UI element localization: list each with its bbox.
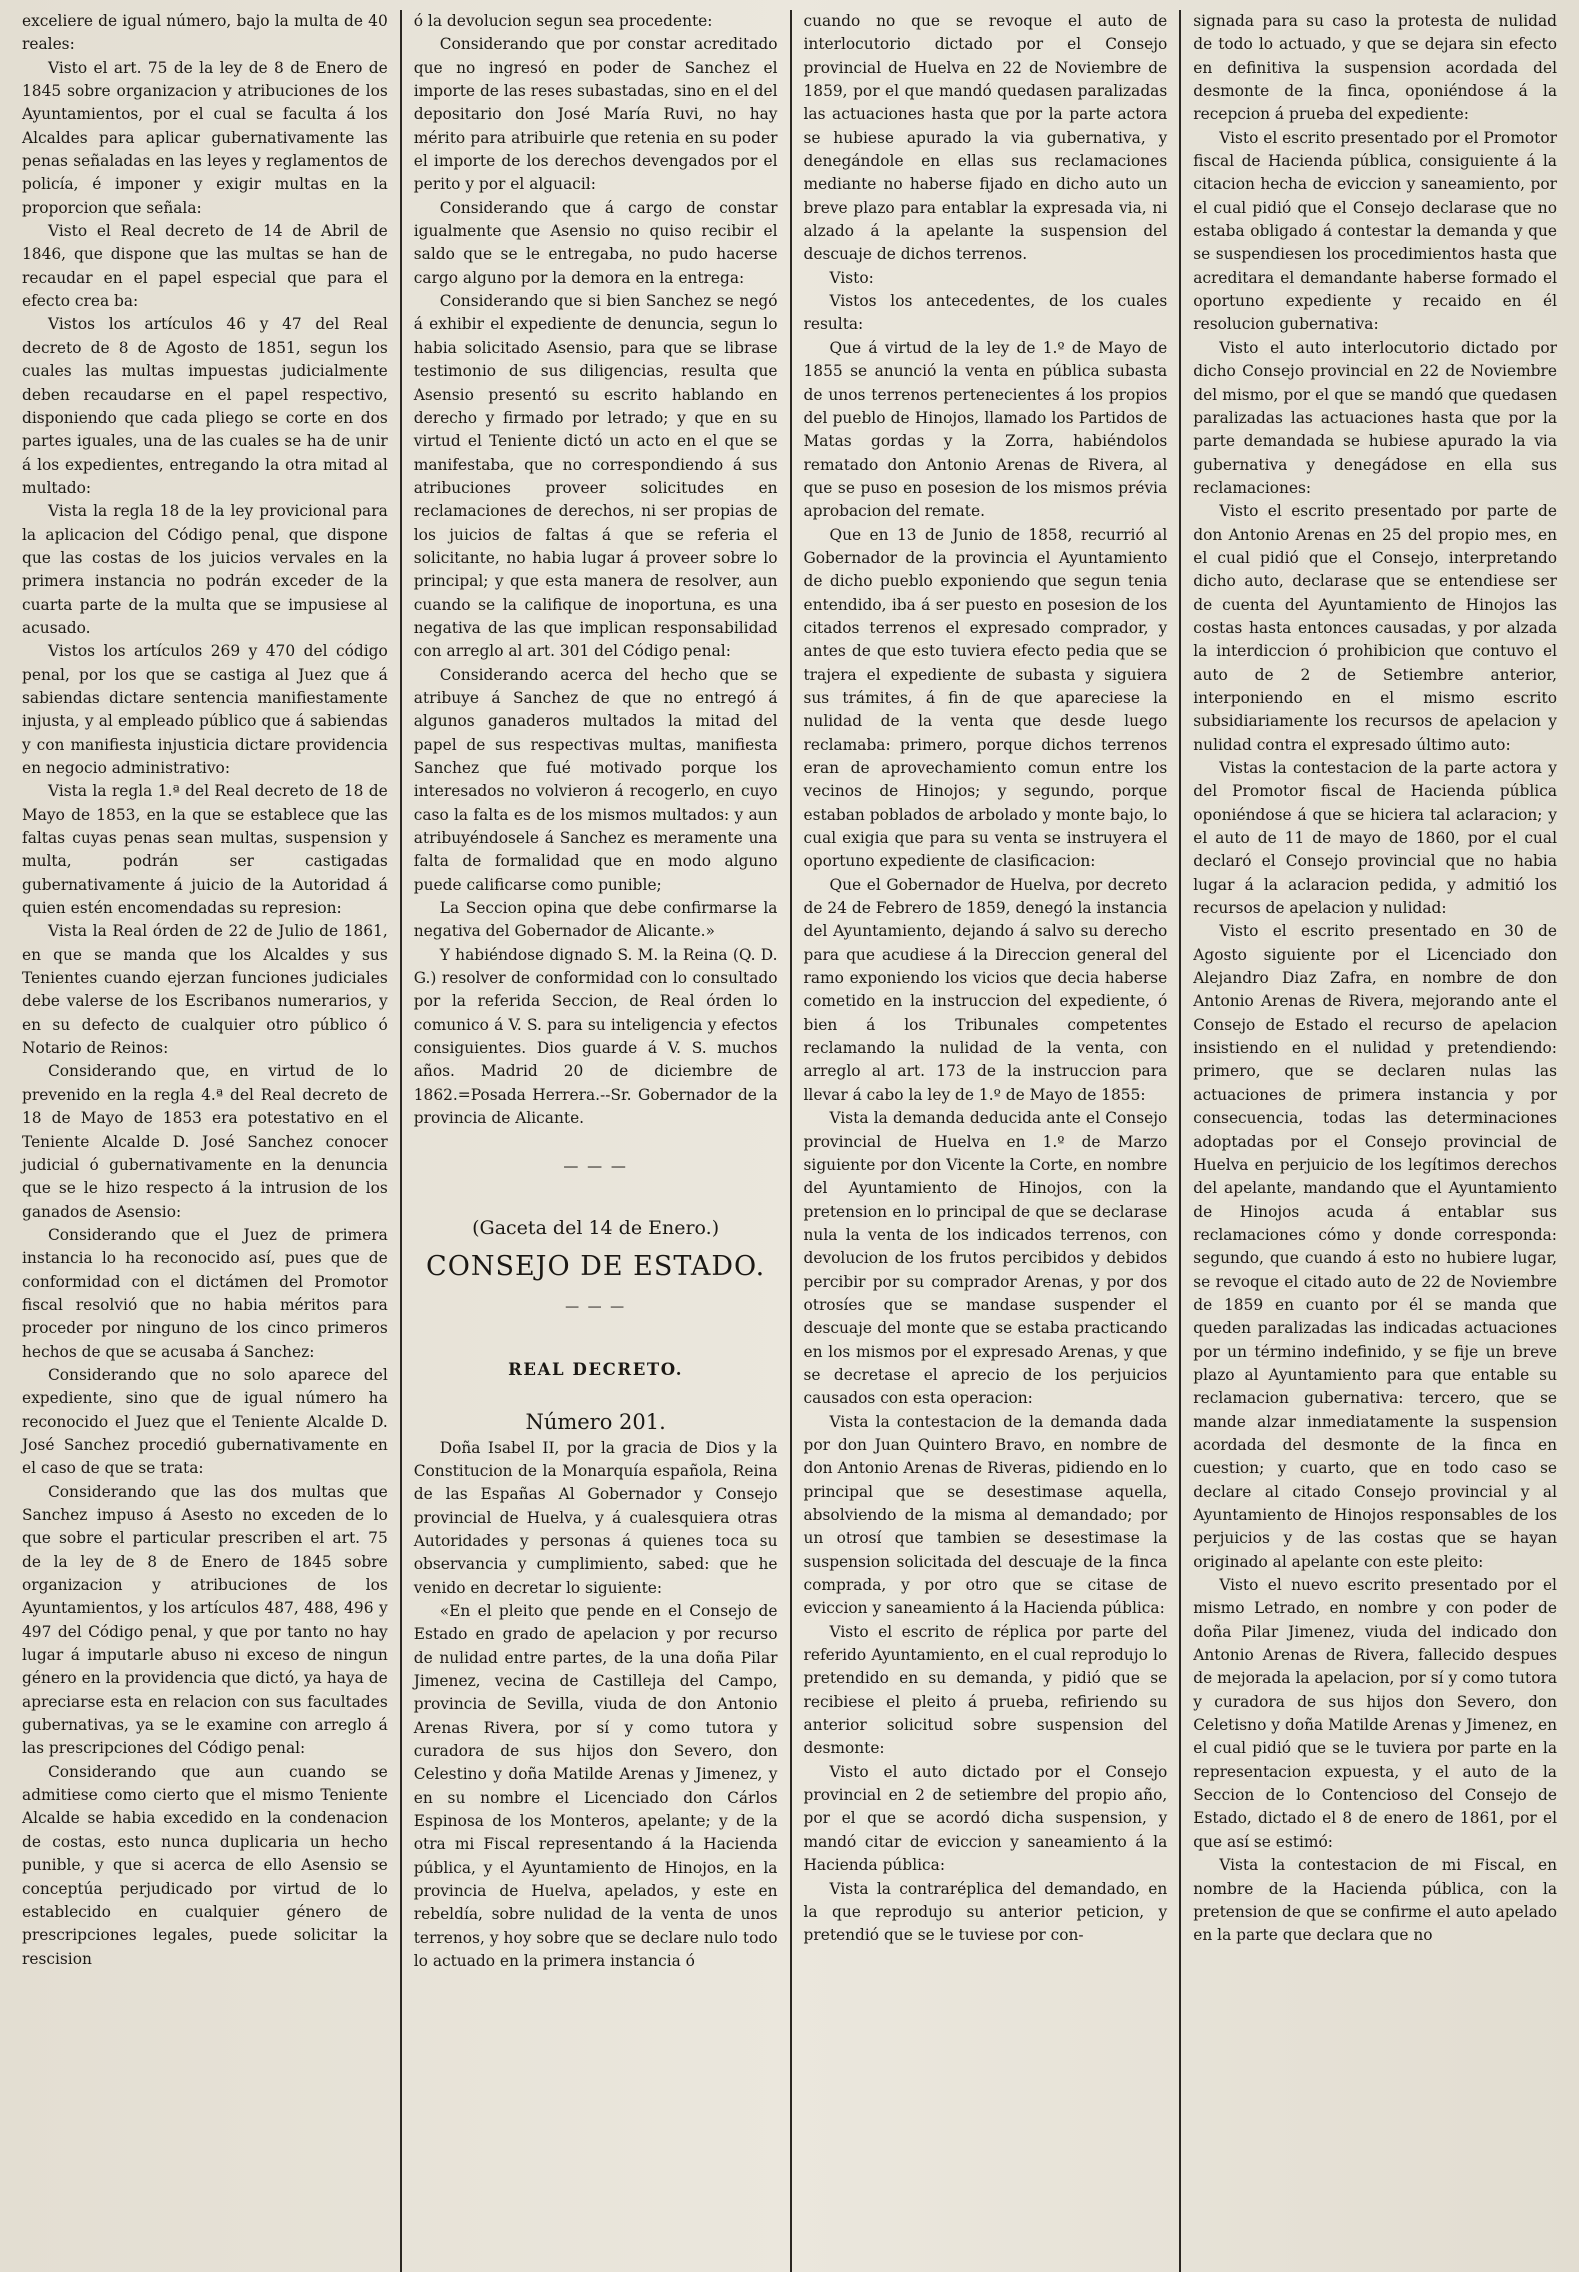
- column-3: [790, 10, 1180, 2272]
- paragraph: Considerando que á cargo de constar igualmente que Asensio no quiso recibir el saldo que se le entregaba, no pudo hacerse cargo alguno por la demora en la entrega:: [413, 198, 778, 287]
- paragraph: Doña Isabel II, por la gracia de Dios y la Constitucion de la Monarquía española, Reina de las Españas Al Gobernador y Consejo provincial de Huelva, y á cualesquiera otras Autoridades y personas á quienes toca su observancia y cumplimiento, sabed: que he venido en decretar lo siguiente:: [413, 1438, 778, 1597]
- paragraph: Vistas la contestacion de la parte actora y del Promotor fiscal de Hacienda pública oponiéndose á que se hiciera tal aclaracion; y el auto de 11 de mayo de 1860, por el cual declaró el Consejo provincial que no habia lugar á la aclaracion pedida, y admitió los recursos de apelacion y nulidad:: [1193, 759, 1557, 918]
- paragraph: Que á virtud de la ley de 1.º de Mayo de 1855 se anunció la venta en pública subasta de unos terrenos pertenecientes á los propios del pueblo de Hinojos, llamado los Partidos de Matas gordas y la Zorra, habiéndolos rematado don Antonio Arenas de Rivera, al que se puso en posesion de los mismos prévia aprobacion del remate.: [803, 338, 1168, 521]
- paragraph: Que el Gobernador de Huelva, por decreto de 24 de Febrero de 1859, denegó la instancia del Ayuntamiento, dejando á salvo su derecho para que acudiese á la Direccion general del ramo exponiendo los vicios que decia haberse cometido en la instruccion del expediente, ó bien á los Tribunales competentes reclamando la nulidad de la venta, con arreglo al art. 173 de la instruccion para llevar á cabo la ley de 1.º de Mayo de 1855:: [803, 875, 1168, 1104]
- gaceta-dateline: (Gaceta del 14 de Enero.): [472, 1216, 720, 1239]
- paragraph: Que en 13 de Junio de 1858, recurrió al Gobernador de la provincia el Ayuntamiento de dicho pueblo exponiendo que segun tenia entendido, iba á ser puesto en posesion de los citados terrenos el expresado comprador, y antes de que esto tuviera efecto pedia que se trajera el expediente de subasta y siguiera sus trámites, á fin de que apareciese la nulidad de la venta que desde luego reclamaba: primero, porque dichos terrenos eran de aprovechamiento comun entre los vecinos de Hinojos; y segundo, porque estaban poblados de arbolado y monte bajo, lo cual exigia que para su venta se instruyera el oportuno expediente de clasificacion:: [803, 525, 1168, 871]
- paragraph: Considerando acerca del hecho que se atribuye á Sanchez de que no entregó á algunos ganaderos multados la mitad del papel de sus respectivas multas, manifiesta Sanchez que fué motivado porque los interesados no volvieron á recogerlo, en cuyo caso la falta es de los mismos multados: y aun atribuyéndosele á Sanchez es meramente una falta de formalidad que en modo alguno puede calificarse como punible;: [413, 665, 778, 894]
- paragraph: Visto el nuevo escrito presentado por el mismo Letrado, en nombre y con poder de doña Pilar Jimenez, viuda del indicado don Antonio Arenas de Rivera, fallecido despues de mejorada la apelacion, por sí y como tutora y curadora de sus hijos don Severo, don Celetisno y doña Matilde Arenas y Jimenez, en el cual pidió que se le tuviera por parte en la representacion expuesta, y el auto de la Seccion de lo Contencioso del Consejo de Estado, dictado el 8 de enero de 1861, por el que así se estimó:: [1193, 1576, 1557, 1851]
- heading-separator: — — —: [565, 1298, 627, 1315]
- paragraph: Considerando que no solo aparece del expediente, sino que de igual número ha reconocido el Juez que el Teniente Alcalde D. José Sanchez procedió gubernativamente en el caso de que se trata:: [22, 1365, 388, 1478]
- paragraph: Considerando que por constar acreditado que no ingresó en poder de Sanchez el importe de las reses subastadas, sino en el del depositario don José María Ruvi, no hay mérito para atribuirle que retenia en su poder el importe de los derechos devengados por el perito y por el alguacil:: [413, 35, 778, 194]
- paragraph: signada para su caso la protesta de nulidad de todo lo actuado, y que se dejara sin efecto en definitiva la suspension acordada del desmonte de la finca, oponiéndose á la recepcion á prueba del expediente:: [1193, 12, 1557, 124]
- paragraph: La Seccion opina que debe confirmarse la negativa del Gobernador de Alicante.»: [413, 899, 778, 941]
- paragraph: Visto el auto interlocutorio dictado por dicho Consejo provincial en 22 de Noviembre del mismo, por el que se mandó que quedasen paralizadas las actuaciones hasta que por la parte demandada se hubiese apurado la via gubernativa y denegádose en ella sus reclamaciones:: [1193, 338, 1557, 497]
- column-1: [10, 10, 400, 2272]
- column-4: [1179, 10, 1569, 2272]
- section-separator: — — —: [563, 1156, 628, 1175]
- paragraph: Visto el escrito de réplica por parte del referido Ayuntamiento, en el cual reprodujo lo pretendido en su demanda, y pidió que se recibiese el pleito á prueba, refiriendo su anterior solicitud sobre suspension del desmonte:: [803, 1622, 1168, 1758]
- paragraph: Visto el escrito presentado en 30 de Agosto siguiente por el Licenciado don Alejandro Diaz Zafra, en nombre de don Antonio Arenas de Rivera, mejorando ante el Consejo de Estado el recurso de apelacion insistiendo en el nulidad y pretendiendo: primero, que se declaren nulas las actuaciones de primera instancia y por consecuencia, todas las determinaciones adoptadas por el Consejo provincial de Huelva en perjuicio de los legítimos derechos del apelante, mandando que el Ayuntamiento de Hinojos acuda á entablar sus reclamaciones cómo y donde corresponda: segundo, que cuando á esto no hubiere lugar, se revoque el citado auto de 22 de Noviembre de 1859 en cuanto por él se manda que queden paralizadas las indicadas actuaciones por un término indefinido, y se fije un breve plazo al Ayuntamiento para que entable su reclamacion gubernativa: tercero, que se mande alzar inmediatamente la suspension acordada del desmonte de la finca en cuestion; y cuarto, que en todo caso se declare al citado Consejo provincial y al Ayuntamiento de Hinojos responsables de los perjuicios y de las costas que se hayan originado al apelante con este pleito:: [1193, 922, 1557, 1571]
- paragraph: Vista la contestacion de la demanda dada por don Juan Quintero Bravo, en nombre de don Antonio Arenas de Riveras, pidiendo en lo principal que se desestimase aquella, absolviendo de la misma al demandado; por un otrosí que tambien se desestimase la suspension solicitada del descuaje de la finca comprada, y por otro que se citase de eviccion y saneamiento á la Hacienda pública:: [803, 1412, 1168, 1618]
- decree-text: [414, 1437, 778, 1974]
- paragraph: Visto el auto dictado por el Consejo provincial en 2 de setiembre del propio año, por el que se acordó dicha suspension, y mandó citar de eviccion y saneamiento á la Hacienda pública:: [803, 1762, 1168, 1875]
- paragraph: Vista la contestacion de mi Fiscal, en nombre de la Hacienda pública, con la pretension de que se confirme el auto apelado en la parte que declara que no: [1193, 1856, 1557, 1945]
- paragraph: Visto el art. 75 de la ley de 8 de Enero de 1845 sobre organizacion y atribuciones de los Ayuntamientos, por el cual se faculta á los Alcaldes para aplicar gubernativamente las penas señaladas en las leyes y reglamentos de policía, é imponer y exigir multas en la proporcion que señala:: [22, 58, 388, 217]
- paragraph: Considerando que aun cuando se admitiese como cierto que el mismo Teniente Alcalde se habia excedido en la condenacion de costas, esto nunca duplicaria un hecho punible, y que si acerca de ello Asensio se conceptúa perjudicado por virtud de lo establecido en cualquier género de prescripciones legales, puede solicitar la rescision: [22, 1762, 388, 1968]
- paragraph: Visto:: [829, 268, 874, 287]
- paragraph: «En el pleito que pende en el Consejo de Estado en grado de apelacion y por recurso de nulidad entre partes, de la una doña Pilar Jimenez, vecina de Castilleja del Campo, provincia de Sevilla, viuda de don Antonio Arenas Rivera, por sí y como tutora y curadora de sus hijos don Severo, don Celestino y doña Matilde Arenas y Jimenez, y en su nombre el Licenciado don Cárlos Espinosa de los Monteros, apelante; y de la otra mi Fiscal representando á la Hacienda pública, y el Ayuntamiento de Hinojos, en la provincia de Huelva, apelados, y este en rebeldía, sobre nulidad de la venta de unos terrenos, y hoy sobre que se declare nulo todo lo actuado en la primera instancia ó: [413, 1601, 778, 1971]
- real-decreto-heading: REAL DECRETO.: [508, 1359, 684, 1379]
- paragraph: Vista la regla 1.ª del Real decreto de 18 de Mayo de 1853, en la que se establece que las faltas cuyas penas sean multas, suspension y multa, podrán ser castigadas gubernativamente á juicio de la Autoridad á quien estén encomendadas su represion:: [22, 782, 388, 918]
- paragraph: Visto el escrito presentado por parte de don Antonio Arenas en 25 del propio mes, en el cual pidió que el Consejo, interpretando dicho auto, declarase que se entendiese ser de cuenta del Ayuntamiento de Hinojos las costas hasta entonces causadas, y por alzada la interdiccion ó prohibicion que contuvo el auto de 2 de Setiembre anterior, interponiendo en el mismo escrito subsidiariamente los recursos de apelacion y nulidad contra el expresado último auto:: [1193, 502, 1557, 754]
- column-2-text: [414, 10, 778, 1131]
- column-1-text: [22, 10, 388, 1971]
- paragraph: Considerando que, en virtud de lo prevenido en la regla 4.ª del Real decreto de 18 de Mayo de 1853 era potestativo en el Teniente Alcalde D. José Sanchez conocer judicial ó gubernativamente en la denuncia que se le hizo respecto á la intrusion de los ganados de Asensio:: [22, 1062, 388, 1221]
- paragraph: Vistos los artículos 269 y 470 del código penal, por los que se castiga al Juez que á sabiendas dictare sentencia manifiestamente injusta, y al empleado público que á sabiendas y con manifiesta injusticia dictare providencia en negocio administrativo:: [22, 642, 388, 777]
- consejo-heading: CONSEJO DE ESTADO.: [426, 1250, 766, 1282]
- paragraph: Vistos los artículos 46 y 47 del Real decreto de 8 de Agosto de 1851, segun los cuales las multas impuestas judicialmente deben recaudarse en el papel respectivo, disponiendo que cada pliego se corte en dos partes iguales, una de las cuales se ha de unir á los expedientes, entregando la otra mitad al multado:: [22, 315, 388, 497]
- column-3-text: [804, 10, 1168, 1948]
- paragraph: ó la devolucion segun sea procedente:: [413, 12, 713, 30]
- paragraph: Visto el escrito presentado por el Promotor fiscal de Hacienda pública, consiguiente á la citacion hecha de eviccion y saneamiento, por el cual pidió que el Consejo declarase que no estaba obligado á contestar la demanda y que se suspendiesen los procedimientos hasta que acreditara el demandante haberse formado el oportuno expediente y recaido en él resolucion gubernativa:: [1193, 128, 1557, 334]
- decree-number: Número 201.: [525, 1409, 666, 1434]
- column-4-text: [1193, 10, 1557, 1948]
- paragraph: Vista la demanda deducida ante el Consejo provincial de Huelva en 1.º de Marzo siguiente por don Vicente la Corte, en nombre del Ayuntamiento de Hinojos, con la pretension en lo principal de que se declarase nula la venta de los indicados terrenos, con devolucion de los frutos percibidos y debidos percibir por su comprador Arenas, y por dos otrosíes que se mandase suspender el descuaje del monte que se estaba practicando en los mismos por el expresado Arenas, y que se decretase el aprecio de los perjuicios causados con esta operacion:: [803, 1109, 1168, 1408]
- paragraph: Vistos los antecedentes, de los cuales resulta:: [803, 292, 1168, 334]
- paragraph: Vista la regla 18 de la ley provicional para la aplicacion del Código penal, que dispone que las costas de los juicios vervales en la primera instancia no podrán exceder de la cuarta parte de la multa que se impusiese al acusado.: [22, 502, 388, 637]
- paragraph: cuando no que se revoque el auto de interlocutorio dictado por el Consejo provincial de Huelva en 22 de Noviembre de 1859, por el que mandó quedasen paralizadas las actuaciones hasta que por la parte actora se hubiese apurado la via gubernativa, y denegándole en ellas sus reclamaciones mediante no haberse fijado en dicho auto un breve plazo para entablar la expresada via, ni alzado á la apelante la suspension del descuaje de dichos terrenos.: [803, 12, 1168, 264]
- paragraph: Vista la contraréplica del demandado, en la que reprodujo su anterior peticion, y pretendió que se le tuviese por con-: [803, 1879, 1168, 1945]
- paragraph: exceliere de igual número, bajo la multa de 40 reales:: [22, 12, 388, 54]
- paragraph: Vista la Real órden de 22 de Julio de 1861, en que se manda que los Alcaldes y sus Tenientes cuando ejerzan funciones judiciales debe valerse de los Escribanos numerarios, y en su defecto de cualquier otro público ó Notario de Reinos:: [22, 922, 388, 1058]
- paragraph: Considerando que el Juez de primera instancia lo ha reconocido así, pues que de conformidad con el dictámen del Promotor fiscal resolvió que no habia méritos para proceder por ninguno de los cinco primeros hechos de que se acusaba á Sanchez:: [22, 1225, 388, 1361]
- paragraph: Y habiéndose dignado S. M. la Reina (Q. D. G.) resolver de conformidad con lo consultado por la referida Seccion, de Real órden lo comunico á V. S. para su inteligencia y efectos consiguientes. Dios guarde á V. S. muchos años. Madrid 20 de diciembre de 1862.=Posada Herrera.--Sr. Gobernador de la provincia de Alicante.: [413, 945, 778, 1128]
- paragraph: Considerando que si bien Sanchez se negó á exhibir el expediente de denuncia, segun lo habia solicitado Asensio, para que se librase testimonio de sus diligencias, resulta que Asensio presentó su escrito hablando en derecho y firmado por letrado; y que en su virtud el Teniente dictó un acto en el que se manifestaba, que no correspondiendo á sus atribuciones proveer solicitudes en reclamaciones de derechos, ni ser propias de los juicios de faltas á que se referia el solicitante, no habia lugar á proveer sobre lo principal; y que esta manera de resolver, aun cuando se la califique de inoportuna, es una negativa de las que implican responsabilidad con arreglo al art. 301 del Código penal:: [413, 292, 778, 661]
- column-2: [400, 10, 790, 2272]
- paragraph: Considerando que las dos multas que Sanchez impuso á Asesto no exceden de lo que sobre el particular prescriben el art. 75 de la ley de 8 de Enero de 1845 sobre organizacion y atribuciones de los Ayuntamientos, y los artículos 487, 488, 496 y 497 del Código penal, y que por tanto no hay lugar á imputarle abuso ni exceso de ningun género en la providencia que dictó, ya haya de apreciarse esta en relacion con sus facultades gubernativas, ya se le examine con arreglo á las prescripciones del Código penal:: [22, 1482, 388, 1758]
- paragraph: Visto el Real decreto de 14 de Abril de 1846, que dispone que las multas se han de recaudar en el papel especial que para el efecto crea ba:: [22, 222, 388, 311]
